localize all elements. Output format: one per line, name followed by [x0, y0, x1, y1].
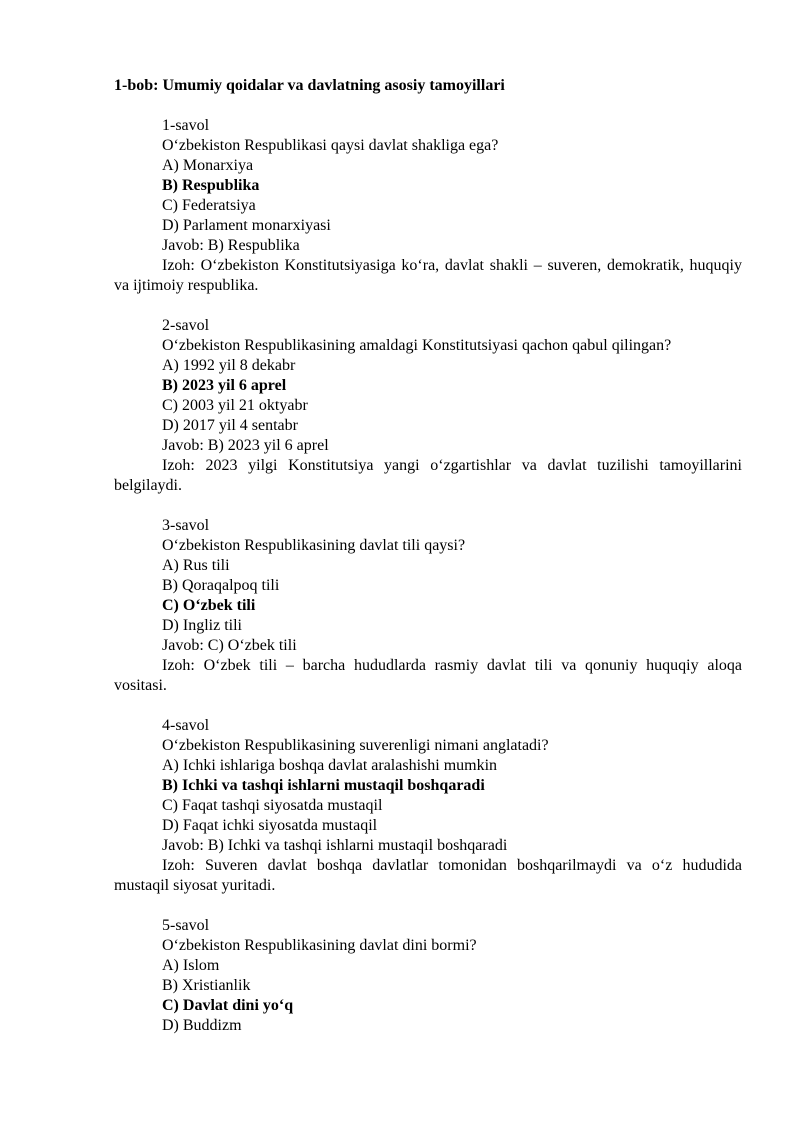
option-a: A) Monarxiya [162, 157, 254, 174]
question-block [114, 516, 742, 696]
question-text: O‘zbekiston Respublikasining amaldagi Konstitutsiyasi qachon qabul qilingan? [162, 337, 672, 354]
option-c: C) O‘zbek tili [162, 597, 256, 614]
answer-line: Javob: B) Respublika [162, 237, 300, 254]
document-page [114, 76, 742, 1056]
explanation: Izoh: Suveren davlat boshqa davlatlar tomonidan boshqarilmaydi va o‘z hududida mustaqil siyosat yuritadi. [114, 857, 742, 894]
question-number: 1-savol [162, 117, 210, 134]
explanation: Izoh: O‘zbek tili – barcha hududlarda rasmiy davlat tili va qonuniy huquqiy aloqa vositasi. [114, 657, 742, 694]
option-d: D) Parlament monarxiyasi [162, 217, 331, 234]
option-d: D) Buddizm [162, 1017, 242, 1034]
question-block [114, 316, 742, 496]
option-b: B) 2023 yil 6 aprel [162, 377, 287, 394]
option-b: B) Respublika [162, 177, 260, 194]
question-block [114, 716, 742, 896]
answer-line: Javob: C) O‘zbek tili [162, 637, 297, 654]
option-a: A) 1992 yil 8 dekabr [162, 357, 296, 374]
option-b: B) Xristianlik [162, 977, 251, 994]
option-b: B) Ichki va tashqi ishlarni mustaqil boshqaradi [162, 777, 485, 794]
option-a: A) Islom [162, 957, 220, 974]
question-text: O‘zbekiston Respublikasining suverenligi nimani anglatadi? [162, 737, 549, 754]
question-text: O‘zbekiston Respublikasining davlat dini bormi? [162, 937, 477, 954]
answer-line: Javob: B) Ichki va tashqi ishlarni mustaqil boshqaradi [162, 837, 508, 854]
option-d: D) Ingliz tili [162, 617, 242, 634]
question-block [114, 916, 742, 1036]
option-d: D) 2017 yil 4 sentabr [162, 417, 298, 434]
question-number: 5-savol [162, 917, 210, 934]
option-c: C) Davlat dini yo‘q [162, 997, 294, 1014]
option-a: A) Rus tili [162, 557, 230, 574]
question-text: O‘zbekiston Respublikasi qaysi davlat shakliga ega? [162, 137, 499, 154]
question-number: 3-savol [162, 517, 210, 534]
question-number: 4-savol [162, 717, 210, 734]
question-block [114, 116, 742, 296]
chapter-title: 1-bob: Umumiy qoidalar va davlatning asosiy tamoyillari [114, 77, 505, 94]
option-b: B) Qoraqalpoq tili [162, 577, 280, 594]
explanation: Izoh: 2023 yilgi Konstitutsiya yangi o‘zgartishlar va davlat tuzilishi tamoyillarini belgilaydi. [114, 457, 742, 494]
option-d: D) Faqat ichki siyosatda mustaqil [162, 817, 378, 834]
option-a: A) Ichki ishlariga boshqa davlat aralashishi mumkin [162, 757, 498, 774]
answer-line: Javob: B) 2023 yil 6 aprel [162, 437, 329, 454]
explanation: Izoh: O‘zbekiston Konstitutsiyasiga ko‘ra, davlat shakli – suveren, demokratik, huquqiy va ijtimoiy respublika. [114, 257, 742, 294]
question-text: O‘zbekiston Respublikasining davlat tili qaysi? [162, 537, 466, 554]
option-c: C) Federatsiya [162, 197, 256, 214]
question-number: 2-savol [162, 317, 210, 334]
option-c: C) 2003 yil 21 oktyabr [162, 397, 308, 414]
option-c: C) Faqat tashqi siyosatda mustaqil [162, 797, 383, 814]
